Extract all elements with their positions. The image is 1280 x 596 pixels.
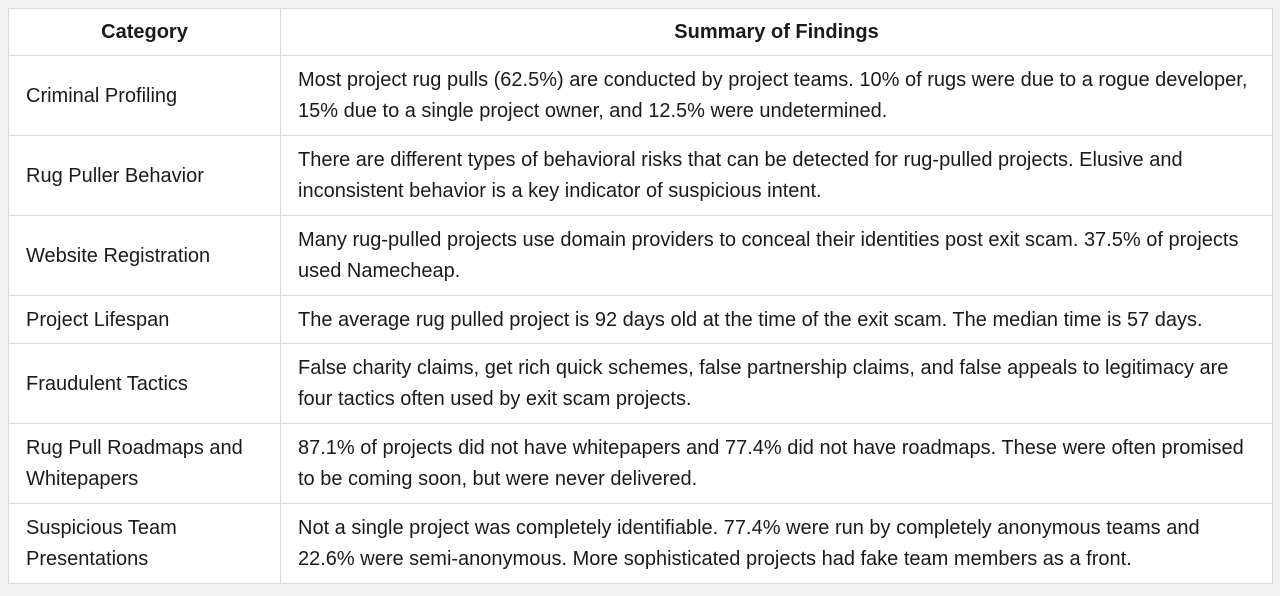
category-cell: Project Lifespan <box>9 296 281 344</box>
table-row <box>9 136 1273 216</box>
header-category: Category <box>9 9 281 56</box>
header-row <box>9 9 1273 56</box>
category-cell: Rug Pull Roadmaps and Whitepapers <box>9 424 281 504</box>
summary-cell: Many rug-pulled projects use domain providers to conceal their identities post exit scam. 37.5% of projects used Namecheap. <box>281 216 1273 296</box>
table-row <box>9 424 1273 504</box>
table-row <box>9 296 1273 344</box>
summary-cell: Most project rug pulls (62.5%) are conducted by project teams. 10% of rugs were due to a rogue developer, 15% due to a single project owner, and 12.5% were undetermined. <box>281 56 1273 136</box>
header-summary: Summary of Findings <box>281 9 1273 56</box>
category-cell: Website Registration <box>9 216 281 296</box>
category-cell: Suspicious Team Presentations <box>9 504 281 584</box>
table-row <box>9 344 1273 424</box>
summary-cell: 87.1% of projects did not have whitepapers and 77.4% did not have roadmaps. These were often promised to be coming soon, but were never delivered. <box>281 424 1273 504</box>
summary-cell: There are different types of behavioral risks that can be detected for rug-pulled projects. Elusive and inconsistent behavior is a key indicator of suspicious intent. <box>281 136 1273 216</box>
table-row <box>9 504 1273 584</box>
table-row <box>9 56 1273 136</box>
category-cell: Rug Puller Behavior <box>9 136 281 216</box>
category-cell: Criminal Profiling <box>9 56 281 136</box>
table-header <box>9 9 1273 56</box>
category-cell: Fraudulent Tactics <box>9 344 281 424</box>
summary-cell: False charity claims, get rich quick schemes, false partnership claims, and false appeals to legitimacy are four tactics often used by exit scam projects. <box>281 344 1273 424</box>
findings-table <box>8 8 1273 584</box>
table-body <box>9 56 1273 584</box>
summary-cell: The average rug pulled project is 92 days old at the time of the exit scam. The median time is 57 days. <box>281 296 1273 344</box>
table-row <box>9 216 1273 296</box>
summary-cell: Not a single project was completely identifiable. 77.4% were run by completely anonymous teams and 22.6% were semi-anonymous. More sophisticated projects had fake team members as a front. <box>281 504 1273 584</box>
